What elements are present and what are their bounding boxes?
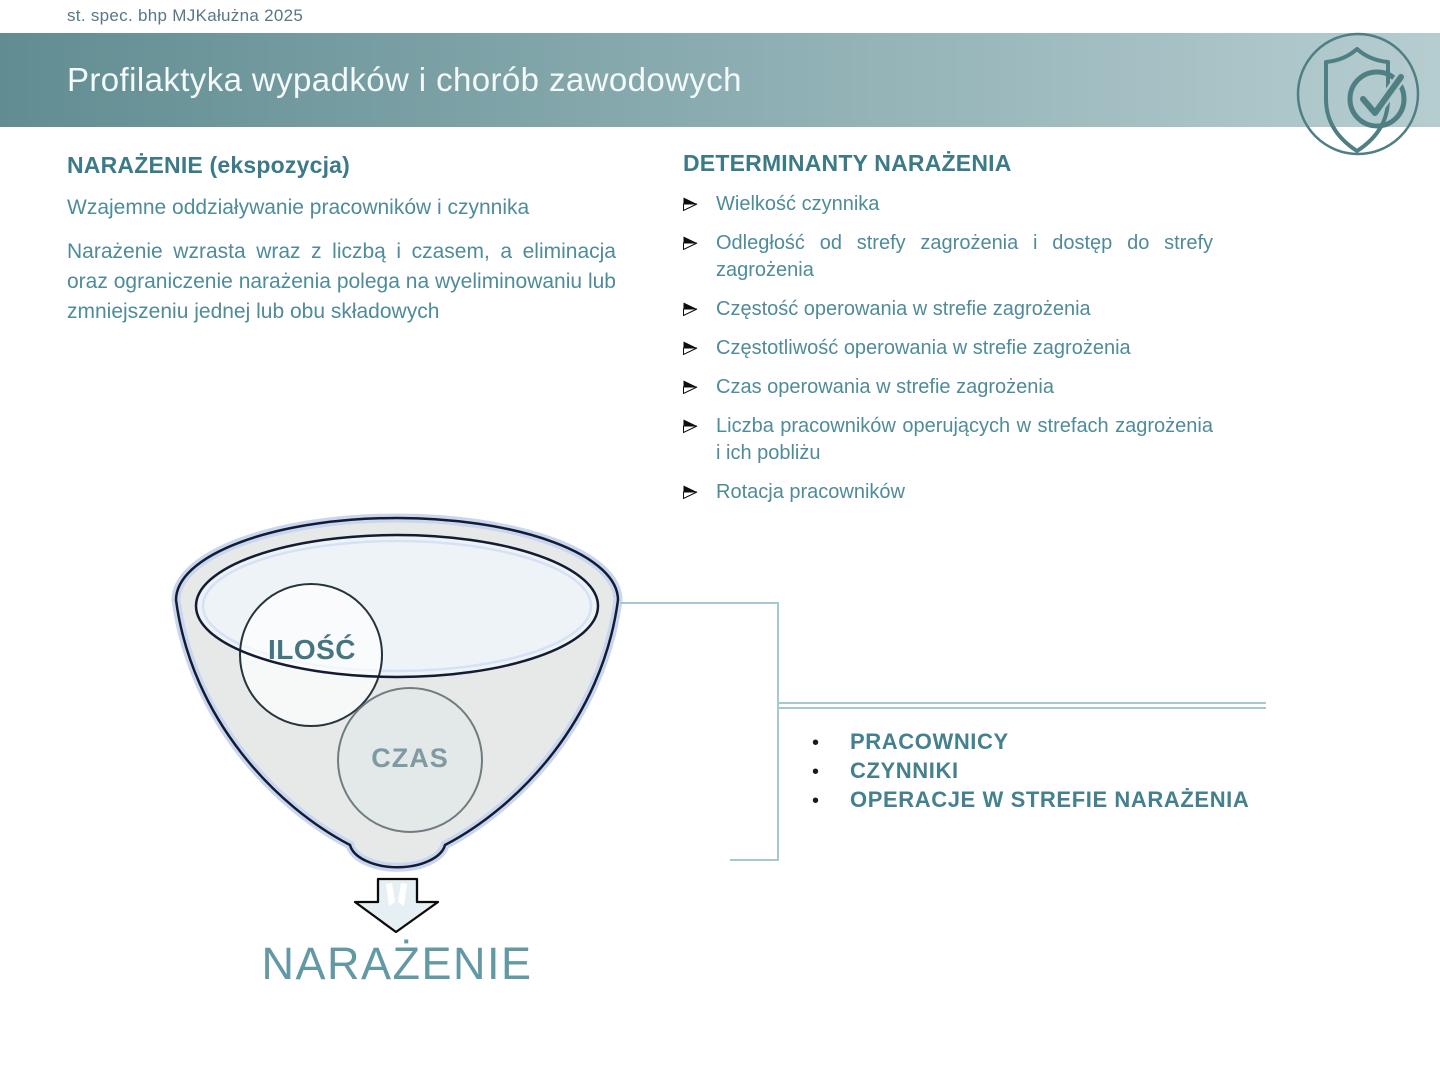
determinant-item (683, 296, 1213, 323)
callout-item (812, 758, 1249, 787)
determinant-text: Czas operowania w strefie zagrożenia (716, 376, 1054, 398)
determinants-section (683, 150, 1213, 518)
callout-text: OPERACJE W STREFIE NARAŻENIA (850, 787, 1250, 812)
determinant-item (683, 335, 1213, 362)
connector-line-top (620, 602, 779, 604)
determinant-text: Odległość od strefy zagrożenia i dostęp do strefy zagrożenia (716, 232, 1213, 281)
title-bar (0, 33, 1440, 127)
funnel-diagram (150, 495, 670, 965)
shield-check-icon (1295, 31, 1421, 157)
bullet-dot-icon: • (812, 790, 820, 812)
determinant-text: Wielkość czynnika (716, 193, 880, 215)
page-title: Profilaktyka wypadków i chorób zawodowych (67, 61, 742, 98)
exposure-result-label: NARAŻENIE (261, 938, 533, 989)
determinants-list (683, 191, 1213, 506)
arrow-bullet-icon (683, 485, 698, 499)
arrow-bullet-icon (683, 380, 698, 394)
callout-text: PRACOWNICY (850, 729, 1009, 754)
determinant-item (683, 479, 1213, 506)
callout-list (812, 729, 1249, 816)
arrow-bullet-icon (683, 197, 698, 211)
determinant-text: Liczba pracowników operujących w strefach zagrożenia i ich pobliżu (716, 415, 1213, 464)
credit-label: st. spec. bhp MJKałużna 2025 (67, 6, 304, 25)
connector-line-bottom (730, 859, 779, 861)
determinant-item (683, 191, 1213, 218)
exposure-paragraph-1: Wzajemne oddziaływanie pracowników i czynnika (67, 196, 530, 219)
exposure-section (67, 152, 616, 341)
determinant-text: Częstość operowania w strefie zagrożenia (716, 298, 1091, 320)
determinants-heading: DETERMINANTY NARAŻENIA (683, 150, 1012, 176)
determinant-item (683, 374, 1213, 401)
determinant-item (683, 230, 1213, 284)
arrow-bullet-icon (683, 341, 698, 355)
arrow-bullet-icon (683, 236, 698, 250)
arrow-bullet-icon (683, 302, 698, 316)
arrow-bullet-icon (683, 419, 698, 433)
determinant-text: Rotacja pracowników (716, 481, 905, 503)
callout-item (812, 787, 1249, 816)
callout-item (812, 729, 1249, 758)
bullet-dot-icon: • (812, 761, 820, 783)
connector-line-middle-lower (779, 707, 1266, 709)
time-label: CZAS (371, 743, 449, 773)
callout-text: CZYNNIKI (850, 758, 959, 783)
connector-line-vertical (777, 602, 779, 861)
exposure-heading: NARAŻENIE (ekspozycja) (67, 152, 351, 178)
quantity-label: ILOŚĆ (267, 634, 357, 665)
exposure-paragraph-2: Narażenie wzrasta wraz z liczbą i czasem, a eliminacja oraz ograniczenie narażenia polega na wyeliminowaniu lub zmniejszeniu jednej lub obu składowych (67, 240, 616, 323)
determinant-text: Częstotliwość operowania w strefie zagrożenia (716, 337, 1131, 359)
determinant-item (683, 413, 1213, 467)
down-arrow-icon (355, 879, 438, 932)
bullet-dot-icon: • (812, 732, 820, 754)
connector-line-middle-upper (779, 702, 1266, 704)
